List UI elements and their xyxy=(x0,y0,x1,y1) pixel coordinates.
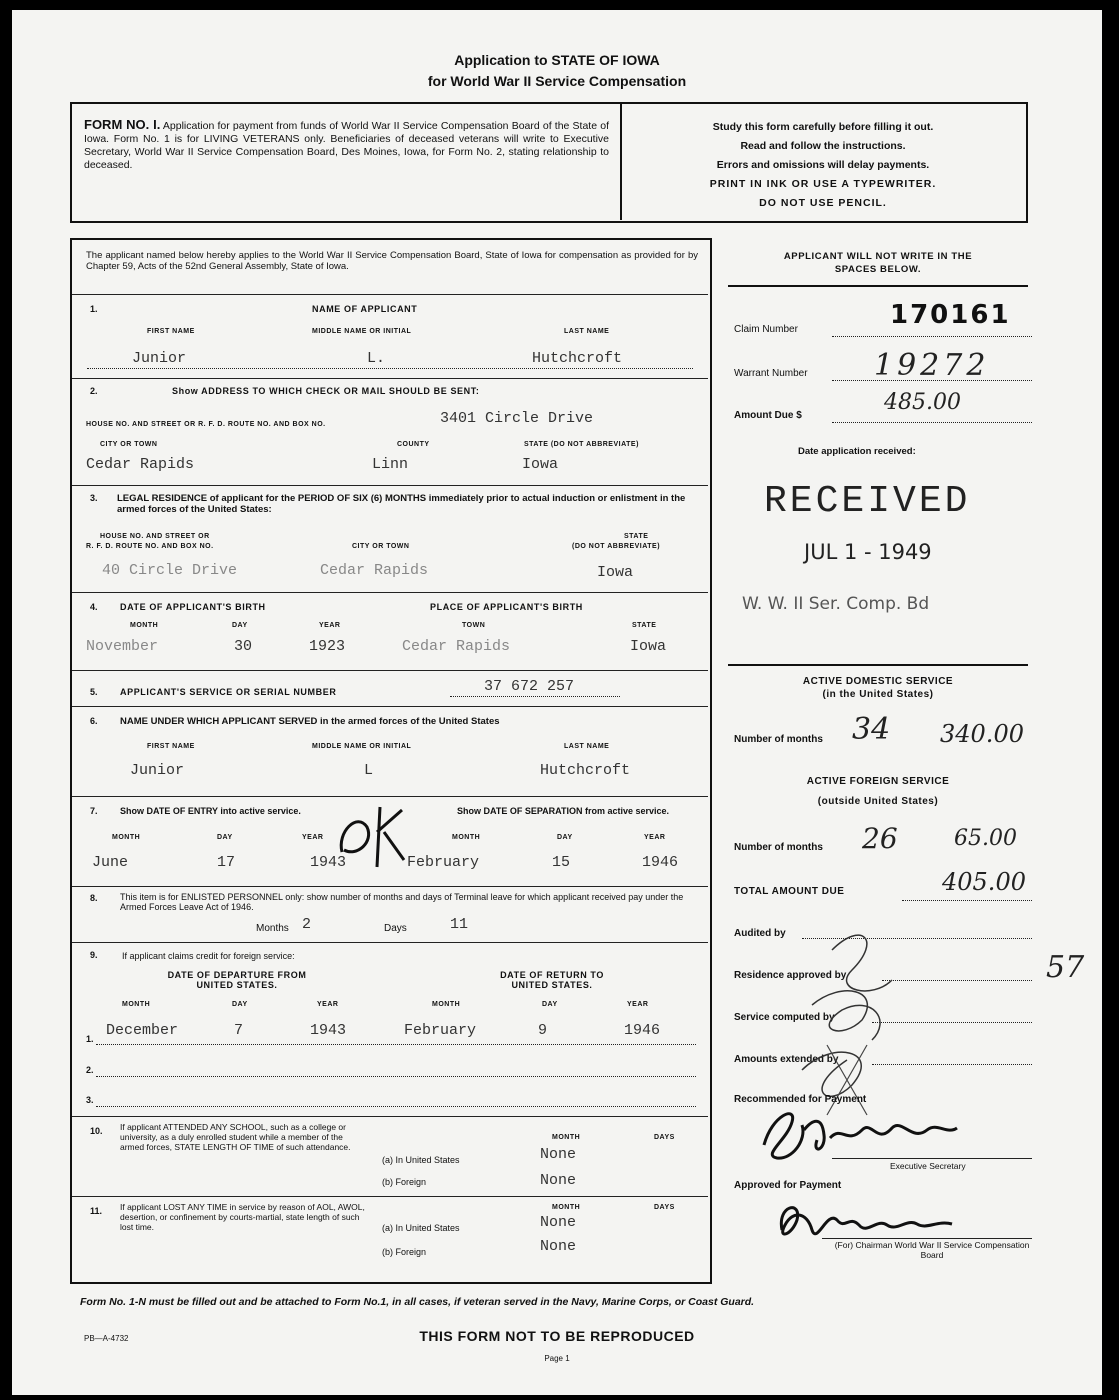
foreign-title-1: ACTIVE FOREIGN SERVICE xyxy=(806,776,950,787)
s2-city-label: CITY OR TOWN xyxy=(100,441,158,448)
s3-state-label2: (DO NOT ABBREVIATE) xyxy=(572,543,661,550)
s11-b-label: (b) Foreign xyxy=(382,1247,427,1257)
total-amount-label: TOTAL AMOUNT DUE xyxy=(734,886,845,897)
s7-entry-title: Show DATE OF ENTRY into active service. xyxy=(120,806,301,816)
amount-due-label: Amount Due $ xyxy=(734,410,802,421)
s2-title: Show ADDRESS TO WHICH CHECK OR MAIL SHOULD BE SENT: xyxy=(172,386,480,396)
chairman-label: (For) Chairman World War II Service Compensation Board xyxy=(834,1240,1030,1260)
rule xyxy=(822,1238,1032,1239)
s1-number: 1. xyxy=(90,304,98,314)
s6-last-label: LAST NAME xyxy=(564,743,610,750)
served-last-name-field[interactable]: Hutchcroft xyxy=(540,762,631,779)
s6-first-label: FIRST NAME xyxy=(147,743,195,750)
foreign-months: 26 xyxy=(862,822,898,855)
s8-months-label: Months xyxy=(256,923,289,934)
s3-house-label1: HOUSE NO. AND STREET OR xyxy=(100,533,210,540)
separation-month-field[interactable]: February xyxy=(407,854,480,871)
mailing-street-field[interactable]: 3401 Circle Drive xyxy=(440,410,594,427)
rule xyxy=(96,1076,696,1077)
warrant-number: 19272 xyxy=(874,348,990,383)
s4-number: 4. xyxy=(90,602,98,612)
first-name-field[interactable]: Junior xyxy=(132,350,187,367)
s9-ret-year-label: YEAR xyxy=(627,1001,649,1008)
s1-middle-label: MIDDLE NAME OR INITIAL xyxy=(312,328,412,335)
entry-year-field[interactable]: 1943 xyxy=(310,854,347,871)
executive-secretary-label: Executive Secretary xyxy=(890,1161,966,1171)
audited-by-label: Audited by xyxy=(734,928,786,939)
foreign-months-label: Number of months xyxy=(734,842,823,853)
s6-title: NAME UNDER WHICH APPLICANT SERVED in the armed forces of the United States xyxy=(120,716,500,727)
rule xyxy=(72,592,708,593)
form-intro-text: Application for payment from funds of World War II Service Compensation Board of the State of Iowa. Form No. 1 is for LIVING VETERANS only. Beneficiaries of deceased veterans will write to Executive Secretary, World War II Service Compensation Board, Des Moines, Iowa, for Form No. 2, stating relationship to deceased. xyxy=(84,120,609,171)
preamble: The applicant named below hereby applies to the World War II Service Compensation Board, State of Iowa for compensation as provided for by Chapter 59, Acts of the 52nd General Assembly, State of Iowa. xyxy=(86,250,698,272)
entry-month-field[interactable]: June xyxy=(92,854,129,871)
rule xyxy=(902,900,1032,901)
s9-row-2-label: 2. xyxy=(86,1065,94,1075)
form-code: PB—A-4732 xyxy=(84,1334,129,1343)
s6-number: 6. xyxy=(90,716,98,726)
s2-state-label: STATE (DO NOT ABBREVIATE) xyxy=(524,441,639,448)
s3-title: LEGAL RESIDENCE of applicant for the PERIOD OF SIX (6) MONTHS immediately prior to actual induction or enlistment in the armed forces of the United States: xyxy=(117,493,686,515)
claim-number: 170161 xyxy=(890,300,1011,330)
residence-state-field[interactable]: Iowa xyxy=(597,564,634,581)
rule xyxy=(72,1116,708,1117)
middle-name-field[interactable]: L. xyxy=(367,350,386,367)
s4-title-birth: DATE OF APPLICANT'S BIRTH xyxy=(120,602,266,612)
instruction-1: Study this form carefully before filling it out. xyxy=(712,121,934,133)
s3-state-label1: STATE xyxy=(624,533,649,540)
s7-entry-year-label: YEAR xyxy=(302,834,324,841)
domestic-amount: 340.00 xyxy=(940,720,1024,748)
s4-year-label: YEAR xyxy=(319,622,341,629)
warrant-number-label: Warrant Number xyxy=(734,368,808,379)
s4-state-label: STATE xyxy=(632,622,657,629)
s9-dep-day-label: DAY xyxy=(232,1001,248,1008)
s9-departure-title xyxy=(122,970,352,990)
entry-day-field[interactable]: 17 xyxy=(217,854,236,871)
domestic-service-title xyxy=(728,675,1028,701)
instructions xyxy=(628,118,1018,213)
domestic-title-2: (in the United States) xyxy=(822,689,934,700)
approved-label: Approved for Payment xyxy=(734,1180,842,1191)
rule xyxy=(728,285,1028,287)
s11-a-label: (a) In United States xyxy=(382,1223,460,1233)
departure-day-field[interactable]: 7 xyxy=(234,1022,244,1039)
executive-secretary-signature xyxy=(752,1100,982,1165)
s9-ret-month-label: MONTH xyxy=(432,1001,461,1008)
s11-month-label: MONTH xyxy=(552,1204,581,1211)
s2-county-label: COUNTY xyxy=(397,441,430,448)
school-us-field[interactable]: None xyxy=(540,1146,577,1163)
s2-street-label: HOUSE NO. AND STREET OR R. F. D. ROUTE NO. AND BOX NO. xyxy=(86,421,326,428)
form-title-line1: Application to STATE OF IOWA xyxy=(454,52,660,68)
form-number: FORM NO. I. xyxy=(84,117,161,132)
s10-days-label: DAYS xyxy=(654,1134,675,1141)
s9-departure-title-1: DATE OF DEPARTURE FROM xyxy=(167,970,307,980)
rule xyxy=(832,336,1032,337)
mailing-city-field[interactable]: Cedar Rapids xyxy=(86,456,195,473)
no-reproduce-notice: THIS FORM NOT TO BE REPRODUCED xyxy=(419,1328,695,1344)
service-computed-label: Service computed by xyxy=(734,1012,835,1023)
date-received-label: Date application received: xyxy=(798,446,916,457)
s8-text: This item is for ENLISTED PERSONNEL only: show number of months and days of Terminal leave for which applicant received pay under the Armed Forces Leave Act of 1946. xyxy=(120,892,684,912)
s8-days-label: Days xyxy=(384,923,407,934)
foreign-title-2: (outside United States) xyxy=(817,796,939,807)
rule xyxy=(72,796,708,797)
received-stamp-board: W. W. II Ser. Comp. Bd xyxy=(742,594,930,614)
recommended-label: Recommended for Payment xyxy=(734,1094,867,1105)
rule xyxy=(72,378,708,379)
s5-title: APPLICANT'S SERVICE OR SERIAL NUMBER xyxy=(120,687,337,697)
s9-dep-month-label: MONTH xyxy=(122,1001,151,1008)
s10-a-label: (a) In United States xyxy=(382,1155,460,1165)
domestic-title-1: ACTIVE DOMESTIC SERVICE xyxy=(802,676,954,687)
served-first-name-field[interactable]: Junior xyxy=(130,762,185,779)
terminal-leave-months-field[interactable]: 2 xyxy=(302,916,312,933)
rule xyxy=(87,368,693,369)
claim-number-label: Claim Number xyxy=(734,324,798,335)
page-number: Page 1 xyxy=(544,1354,570,1363)
rule xyxy=(72,886,708,887)
form-sheet xyxy=(12,10,1102,1395)
s7-entry-month-label: MONTH xyxy=(112,834,141,841)
s10-month-label: MONTH xyxy=(552,1134,581,1141)
rule xyxy=(72,294,708,295)
amount-due: 485.00 xyxy=(884,390,961,415)
rule xyxy=(72,670,708,671)
s7-sep-month-label: MONTH xyxy=(452,834,481,841)
s4-title-place: PLACE OF APPLICANT'S BIRTH xyxy=(430,602,583,612)
s9-row-3-label: 3. xyxy=(86,1095,94,1105)
office-heading xyxy=(728,250,1028,276)
foreign-amount: 65.00 xyxy=(954,826,1017,851)
s11-days-label: DAYS xyxy=(654,1204,675,1211)
instruction-4: PRINT IN INK OR USE A TYPEWRITER. xyxy=(709,178,937,190)
s11-number: 11. xyxy=(90,1206,103,1216)
separation-day-field[interactable]: 15 xyxy=(552,854,571,871)
birth-town-field[interactable]: Cedar Rapids xyxy=(402,638,511,655)
s3-city-label: CITY OR TOWN xyxy=(352,543,410,550)
s11-text: If applicant LOST ANY TIME in service by reason of AOL, AWOL, desertion, or confinement by courts-martial, state length of such lost time. xyxy=(120,1202,365,1232)
departure-year-field[interactable]: 1943 xyxy=(310,1022,347,1039)
return-year-field[interactable]: 1946 xyxy=(624,1022,661,1039)
mailing-state-field[interactable]: Iowa xyxy=(522,456,559,473)
s4-month-label: MONTH xyxy=(130,622,159,629)
margin-mark: 57 xyxy=(1046,950,1085,985)
s10-text: If applicant ATTENDED ANY SCHOOL, such as a college or university, as a duly enrolled student while a member of the armed forces, STATE LENGTH OF TIME of such attendance. xyxy=(120,1122,351,1152)
instruction-2: Read and follow the instructions. xyxy=(740,140,906,152)
instruction-5: DO NOT USE PENCIL. xyxy=(759,197,887,209)
separation-year-field[interactable]: 1946 xyxy=(642,854,679,871)
s4-day-label: DAY xyxy=(232,622,248,629)
serial-number-field[interactable]: 37 672 257 xyxy=(484,678,575,695)
s1-first-label: FIRST NAME xyxy=(147,328,195,335)
received-stamp-date: JUL 1 - 1949 xyxy=(804,540,932,564)
s9-row-1-label: 1. xyxy=(86,1034,94,1044)
total-amount: 405.00 xyxy=(942,868,1026,896)
s3-house-label2: R. F. D. ROUTE NO. AND BOX NO. xyxy=(86,543,214,550)
s4-town-label: TOWN xyxy=(462,622,486,629)
s9-return-title xyxy=(452,970,652,990)
last-name-field[interactable]: Hutchcroft xyxy=(532,350,623,367)
terminal-leave-days-field[interactable]: 11 xyxy=(450,916,469,933)
rule xyxy=(96,1106,696,1107)
birth-day-field[interactable]: 30 xyxy=(234,638,253,655)
office-heading-1: APPLICANT WILL NOT WRITE IN THE xyxy=(783,251,973,262)
instruction-3: Errors and omissions will delay payments. xyxy=(716,159,930,171)
departure-month-field[interactable]: December xyxy=(106,1022,179,1039)
rule xyxy=(72,942,708,943)
rule xyxy=(96,1044,696,1045)
s7-sep-year-label: YEAR xyxy=(644,834,666,841)
rule xyxy=(832,380,1032,381)
form-intro xyxy=(84,118,609,172)
s7-sep-day-label: DAY xyxy=(557,834,573,841)
ok-check-mark xyxy=(332,802,422,872)
birth-state-field[interactable]: Iowa xyxy=(630,638,667,655)
received-stamp: RECEIVED xyxy=(764,480,971,523)
s1-title: NAME OF APPLICANT xyxy=(312,304,418,314)
s9-return-title-1: DATE OF RETURN TO xyxy=(500,970,604,980)
s9-return-title-2: UNITED STATES. xyxy=(511,980,593,990)
office-heading-2: SPACES BELOW. xyxy=(834,264,922,275)
residence-approved-label: Residence approved by xyxy=(734,970,847,981)
s10-number: 10. xyxy=(90,1126,103,1136)
s9-number: 9. xyxy=(90,950,98,960)
s9-ret-day-label: DAY xyxy=(542,1001,558,1008)
school-foreign-field[interactable]: None xyxy=(540,1172,577,1189)
return-day-field[interactable]: 9 xyxy=(538,1022,548,1039)
s2-number: 2. xyxy=(90,386,98,396)
mailing-county-field[interactable]: Linn xyxy=(372,456,409,473)
form-title-line2: for World War II Service Compensation xyxy=(427,73,687,89)
lost-time-foreign-field[interactable]: None xyxy=(540,1238,577,1255)
s5-number: 5. xyxy=(90,687,98,697)
s9-departure-title-2: UNITED STATES. xyxy=(196,980,278,990)
rule xyxy=(728,664,1028,666)
birth-year-field[interactable]: 1923 xyxy=(309,638,346,655)
rule xyxy=(72,1196,708,1197)
rule xyxy=(450,696,620,697)
rule xyxy=(72,706,708,707)
amounts-extended-label: Amounts extended by xyxy=(734,1054,839,1065)
residence-street-field[interactable]: 40 Circle Drive xyxy=(102,562,238,579)
domestic-months-label: Number of months xyxy=(734,734,823,745)
rule xyxy=(72,485,708,486)
residence-city-field[interactable]: Cedar Rapids xyxy=(320,562,429,579)
return-month-field[interactable]: February xyxy=(404,1022,477,1039)
s7-entry-day-label: DAY xyxy=(217,834,233,841)
footer-note: Form No. 1-N must be filled out and be attached to Form No.1, in all cases, if veteran served in the Navy, Marine Corps, or Coast Guard. xyxy=(80,1296,755,1308)
s8-number: 8. xyxy=(90,893,98,903)
intro-divider xyxy=(620,103,622,220)
s3-number: 3. xyxy=(90,493,98,503)
served-middle-name-field[interactable]: L xyxy=(364,762,374,779)
s6-middle-label: MIDDLE NAME OR INITIAL xyxy=(312,743,412,750)
domestic-months: 34 xyxy=(852,712,891,747)
s7-separation-title: Show DATE OF SEPARATION from active service. xyxy=(457,806,670,816)
rule xyxy=(832,422,1032,423)
birth-month-field[interactable]: November xyxy=(86,638,159,655)
rule xyxy=(832,1158,1032,1159)
lost-time-us-field[interactable]: None xyxy=(540,1214,577,1231)
s10-b-label: (b) Foreign xyxy=(382,1177,427,1187)
s7-number: 7. xyxy=(90,806,98,816)
foreign-service-title xyxy=(728,772,1028,812)
s9-intro: If applicant claims credit for foreign service: xyxy=(122,951,295,961)
s1-last-label: LAST NAME xyxy=(564,328,610,335)
s9-dep-year-label: YEAR xyxy=(317,1001,339,1008)
